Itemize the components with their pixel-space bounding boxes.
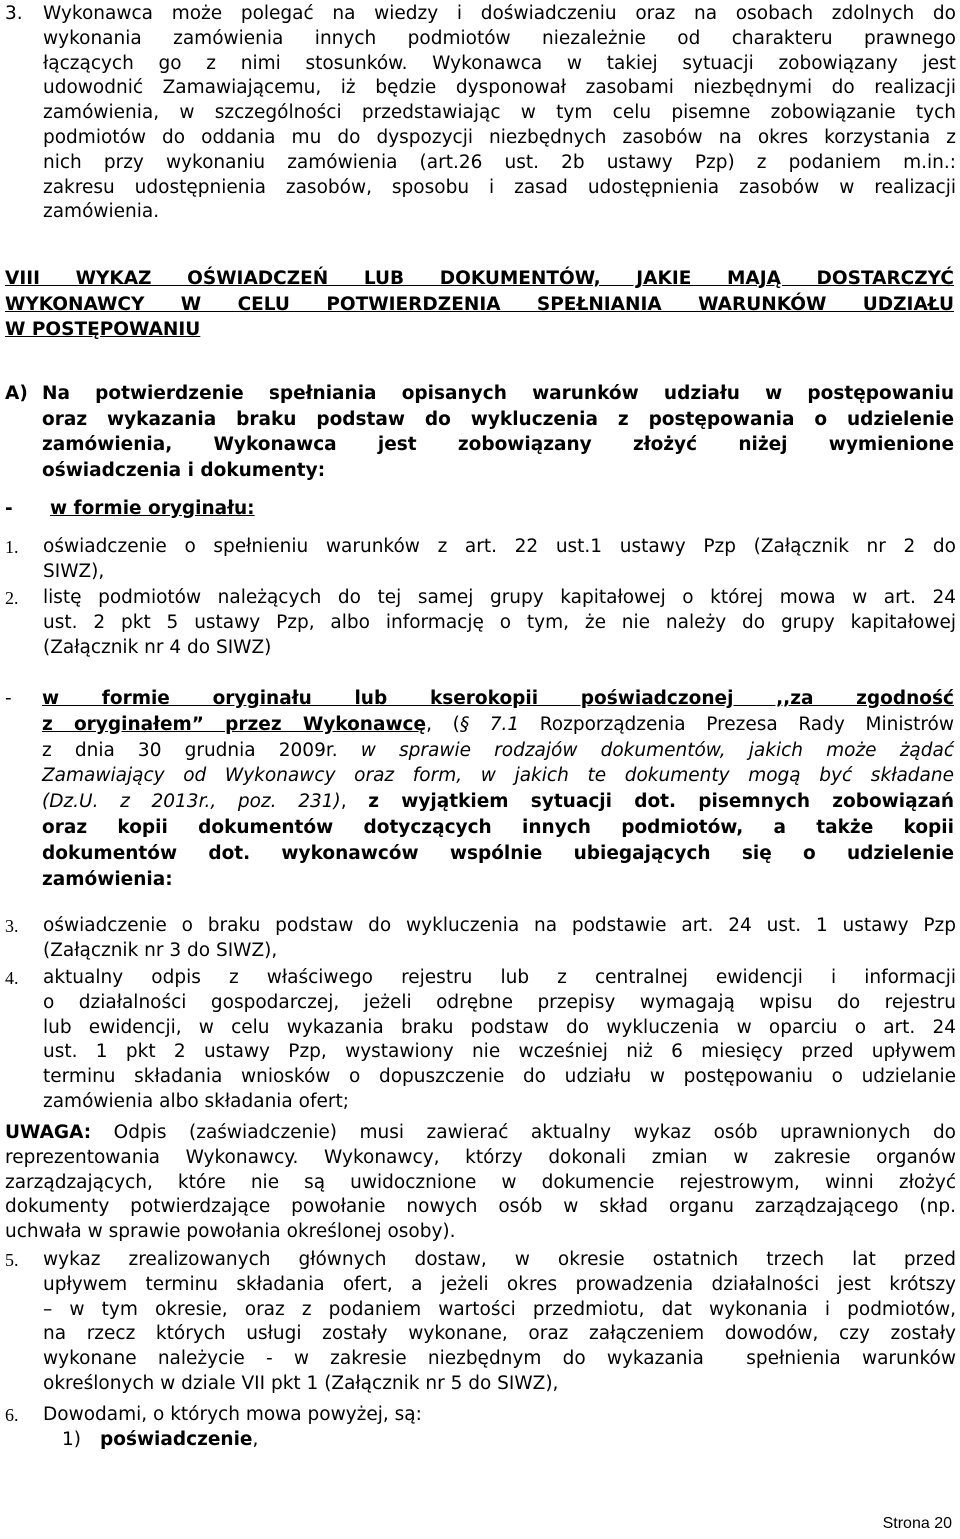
heading-line: VIII WYKAZ OŚWIADCZEŃ LUB DOKUMENTÓW, JAKIE MAJĄ DOSTARCZYĆ (5, 268, 954, 289)
text-line: zamówienia: (42, 868, 173, 890)
heading-line: W POSTĘPOWANIU (5, 319, 201, 340)
text-line: oświadczenia i dokumenty: (42, 459, 326, 481)
original-form-label (5, 496, 954, 521)
note-label: UWAGA: (5, 1122, 92, 1143)
text-line: aktualny odpis z właściwego rejestru lub z centralnej ewidencji i informacji (43, 967, 956, 988)
text-line: zarządzających, które nie są uwidocznione w dokumencie rejestrowym, winni złożyć (5, 1171, 956, 1193)
text-line: Wykonawca może polegać na wiedzy i doświadczeniu oraz na osobach zdolnych do (43, 3, 956, 24)
text-line: podmiotów do oddania mu do dyspozycji niezbędnych zasobów na okres korzystania z (43, 126, 956, 148)
text-line: lub ewidencji, w celu wykazania braku podstaw do wykluczenia w oparciu o art. 24 (43, 1016, 956, 1038)
text-line: na rzecz których usługi zostały wykonane, oraz załączeniem dowodów, czy zostały (43, 1323, 956, 1345)
text-line: ust. 2 pkt 5 ustawy Pzp, albo informację o tym, że nie należy do grupy kapitałowej (43, 611, 956, 633)
text-line: (Załącznik nr 4 do SIWZ) (43, 636, 272, 658)
text-line: (Dz.U. z 2013r., poz. 231), z wyjątkiem sytuacji dot. pisemnych zobowiązań (42, 791, 955, 813)
text-line: Zamawiający od Wykonawcy oraz form, w jakich te dokumenty mogą być składane (42, 765, 954, 787)
item-number: 2. (5, 588, 19, 608)
item-number: 6. (5, 1405, 19, 1425)
text-line: oraz wykazania braku podstaw do wykluczenia z postępowania o udzielenie (42, 408, 954, 430)
text-line: łączących go z nimi stosunków. Wykonawca w takiej sytuacji zobowiązany jest (43, 52, 956, 74)
section-a (5, 381, 954, 483)
text-line: wykonane należycie - w zakresie niezbędnym do wykazania spełnienia warunków (43, 1348, 956, 1370)
page-number: Strona 20 (882, 1515, 952, 1532)
list-item-1 (5, 535, 956, 585)
text-line: zamówienia albo składania ofert; (43, 1090, 349, 1112)
section-heading (5, 266, 954, 343)
copy-form-paragraph (5, 686, 954, 892)
text-line: oraz kopii dokumentów dotyczących innych podmiotów, a także kopii (42, 816, 954, 838)
text-line: – w tym okresie, oraz z podaniem wartości przedmiotu, dat wykonania i podmiotów, (43, 1298, 956, 1320)
item-number: 3. (5, 3, 23, 24)
text-line: określonych w dziale VII pkt 1 (Załącznik nr 5 do SIWZ), (43, 1372, 559, 1394)
list-item-4 (5, 966, 956, 1115)
text-line: z oryginałem” przez Wykonawcę, (§ 7.1 Rozporządzenia Prezesa Rady Ministrów (42, 713, 954, 735)
text-line: wykonania zamówienia innych podmiotów niezależnie od charakteru prawnego (43, 27, 956, 49)
item-number: 1. (5, 537, 19, 557)
text-line: zamówienia. (43, 201, 160, 223)
text-line: UWAGA: Odpis (zaświadczenie) musi zawierać aktualny wykaz osób uprawnionych do (5, 1122, 956, 1143)
text-line: dokumenty potwierdzające powołanie nowych osób w skład organu zarządzającego (np. (5, 1196, 956, 1218)
item-number: 5. (5, 1250, 19, 1270)
text-line: z dnia 30 grudnia 2009r. w sprawie rodzajów dokumentów, jakich może żądać (42, 739, 954, 761)
item-number: 1) (62, 1429, 81, 1450)
text-line: udowodnić Zamawiającemu, iż będzie dysponował zasobami niezbędnymi do realizacji (43, 77, 956, 99)
sub-item-1: 1) poświadczenie, (62, 1428, 956, 1453)
text-line: (Załącznik nr 3 do SIWZ), (43, 939, 278, 961)
subheading: w formie oryginału: (50, 498, 255, 519)
text-line: Dowodami, o których mowa powyżej, są: (43, 1404, 422, 1425)
text-line: terminu składania wniosków o dopuszczenie do udziału w postępowaniu o udzielanie (43, 1066, 956, 1088)
text-line: zakresu udostępnienia zasobów, sposobu i zasad udostępnienia zasobów w realizacji (43, 176, 956, 198)
text-line: dokumentów dot. wykonawców wspólnie ubiegających się o udzielenie (42, 842, 954, 864)
heading-line: WYKONAWCY W CELU POTWIERDZENIA SPEŁNIANIA WARUNKÓW UDZIAŁU (5, 293, 954, 315)
item-number: 4. (5, 968, 19, 988)
text-line: oświadczenie o spełnieniu warunków z art. 22 ust.1 ustawy Pzp (Załącznik nr 2 do (43, 536, 956, 557)
text-line: Na potwierdzenie spełniania opisanych warunków udziału w postępowaniu (42, 383, 954, 404)
text-line: ust. 1 pkt 2 ustawy Pzp, wystawiony nie wcześniej niż 6 miesięcy przed upływem (43, 1041, 956, 1063)
text-line: nich przy wykonaniu zamówienia (art.26 ust. 2b ustawy Pzp) z podaniem m.in.: (43, 151, 956, 173)
text-line: reprezentowania Wykonawcy. Wykonawcy, którzy dokonali zmian w zakresie organów (5, 1146, 956, 1168)
list-item-3b (5, 914, 956, 964)
list-item-3 (5, 2, 956, 225)
item-text (43, 2, 956, 225)
text-line: oświadczenie o braku podstaw do wykluczenia na podstawie art. 24 ust. 1 ustawy Pzp (43, 915, 956, 936)
dash: - (5, 688, 12, 709)
note-paragraph (5, 1121, 956, 1245)
text-line: zamówienia, Wykonawca jest zobowiązany złożyć niżej wymienione (42, 434, 954, 456)
item-number: 3. (5, 916, 19, 936)
text-line: SIWZ), (43, 560, 105, 582)
text-line: zamówienia, w szczególności przedstawiając w tym celu pisemne zobowiązanie tych (43, 102, 956, 124)
list-item-5 (5, 1248, 956, 1397)
text-line: o działalności gospodarczej, jeżeli odrębne przepisy wymagają wpisu do rejestru (43, 991, 956, 1013)
list-item-6 (5, 1403, 956, 1428)
list-item-2 (5, 586, 956, 660)
section-a-label: A) (5, 383, 28, 404)
text-line: listę podmiotów należących do tej samej grupy kapitałowej o której mowa w art. 24 (43, 587, 956, 608)
text-line: w formie oryginału lub kserokopii poświadczonej ,,za zgodność (42, 688, 954, 709)
dash: - (5, 498, 13, 519)
text-line: upływem terminu składania ofert, a jeżeli okres prowadzenia działalności jest krótszy (43, 1273, 956, 1295)
text-line: uchwała w sprawie powołania określonej osoby). (5, 1221, 456, 1243)
text-line: wykaz zrealizowanych głównych dostaw, w okresie ostatnich trzech lat przed (43, 1249, 956, 1270)
